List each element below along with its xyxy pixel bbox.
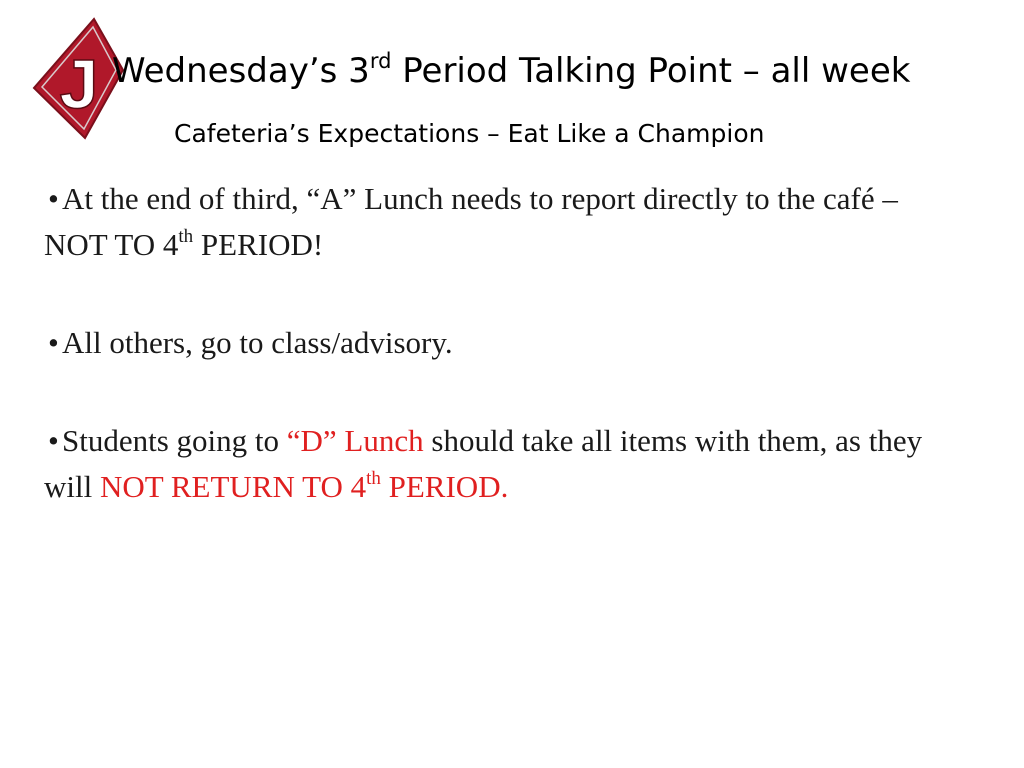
bullet-emphasis-text: NOT RETURN TO 4 — [99, 469, 367, 504]
bullet-superscript: th — [178, 225, 194, 247]
bullet-item-others — [44, 320, 964, 366]
title-suffix: Period Talking Point – all week — [391, 51, 911, 91]
bullet-list — [44, 176, 964, 510]
bullet-emphasis-text: “D” Lunch — [286, 423, 424, 458]
bullet-text: Students going to — [62, 423, 287, 458]
bullet-text: PERIOD! — [193, 227, 324, 262]
bullet-text: All others, go to class/advisory. — [62, 325, 453, 360]
bullet-marker: • — [48, 325, 59, 360]
bullet-marker: • — [48, 423, 59, 458]
slide-subtitle: Cafeteria’s Expectations – Eat Like a Champion — [174, 119, 765, 148]
bullet-marker: • — [48, 181, 59, 216]
logo-letter: J — [59, 45, 99, 123]
title-superscript: rd — [369, 48, 392, 73]
bullet-item-a-lunch — [44, 176, 964, 268]
bullet-emphasis-text: PERIOD. — [380, 469, 509, 504]
bullet-text: é – NOT TO 4 — [44, 181, 898, 262]
bullet-item-d-lunch — [44, 418, 964, 510]
bullet-emphasis-superscript: th — [366, 467, 381, 489]
title-prefix: Wednesday’s 3 — [112, 51, 370, 91]
slide-title — [112, 46, 1012, 96]
bullet-text: should take all items with them, as they will — [44, 423, 923, 504]
bullet-text: At the end of third, “A” Lunch needs to report directly to the caf — [62, 181, 861, 216]
